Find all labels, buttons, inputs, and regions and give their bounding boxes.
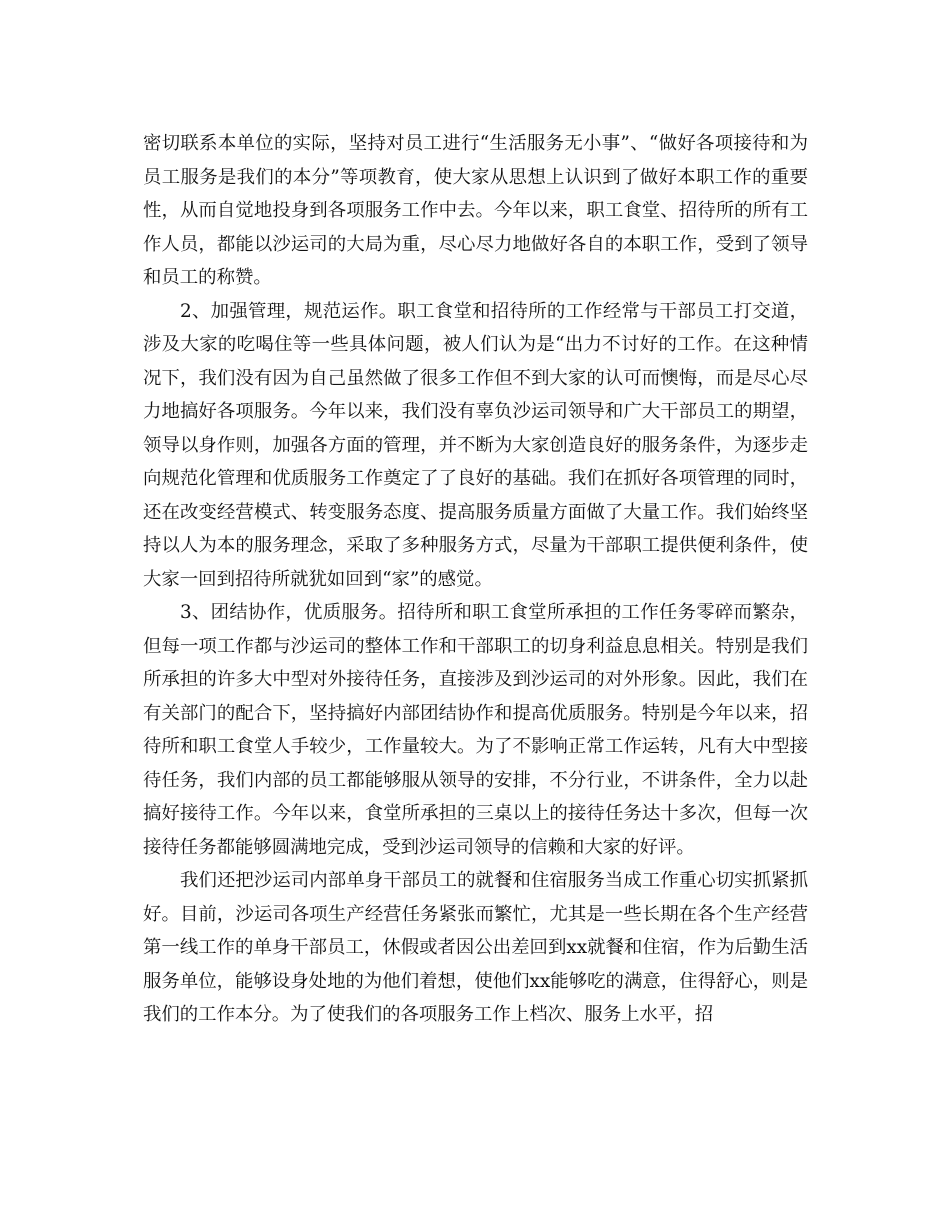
paragraph-3: 3、团结协作，优质服务。招待所和职工食堂所承担的工作任务零碎而繁杂，但每一项工作都与沙运司的整体工作和干部职工的切身利益息息相关。特别是我们所承担的许多大中型对外接待任务，直接涉及到沙运司的对外形象。因此，我们在有关部门的配合下，坚持搞好内部团结协作和提高优质服务。特别是今年以来，招待所和职工食堂人手较少，工作量较大。为了不影响正常工作运转，凡有大中型接待任务，我们内部的员工都能够服从领导的安排，不分行业，不讲条件，全力以赴搞好接待工作。今年以来，食堂所承担的三桌以上的接待任务达十多次，但每一次接待任务都能够圆满地完成，受到沙运司领导的信赖和大家的好评。	[143, 602, 808, 858]
document-body	[143, 127, 808, 1032]
paragraph-2: 2、加强管理，规范运作。职工食堂和招待所的工作经常与干部员工打交道，涉及大家的吃喝住等一些具体问题，被人们认为是“出力不讨好的工作。在这种情况下，我们没有因为自己虽然做了很多工作但不到大家的认可而懊悔，而是尽心尽力地搞好各项服务。今年以来，我们没有辜负沙运司领导和广大干部员工的期望，领导以身作则，加强各方面的管理，并不断为大家创造良好的服务条件，为逐步走向规范化管理和优质服务工作奠定了了良好的基础。我们在抓好各项管理的同时，还在改变经营模式、转变服务态度、提高服务质量方面做了大量工作。我们始终坚持以人为本的服务理念，采取了多种服务方式，尽量为干部职工提供便利条件，使大家一回到招待所就犹如回到“家”的感觉。	[143, 300, 808, 590]
paragraph-4: 我们还把沙运司内部单身干部员工的就餐和住宿服务当成工作重心切实抓紧抓好。目前，沙运司各项生产经营任务紧张而繁忙，尤其是一些长期在各个生产经营第一线工作的单身干部员工，休假或者因公出差回到xx就餐和住宿，作为后勤生活服务单位，能够设身处地的为他们着想，使他们xx能够吃的满意，住得舒心，则是我们的工作本分。为了使我们的各项服务工作上档次、服务上水平，招	[143, 870, 808, 1025]
paragraph-1: 密切联系本单位的实际，坚持对员工进行“生活服务无小事”、“做好各项接待和为员工服务是我们的本分”等项教育，使大家从思想上认识到了做好本职工作的重要性，从而自觉地投身到各项服务工作中去。今年以来，职工食堂、招待所的所有工作人员，都能以沙运司的大局为重，尽心尽力地做好各自的本职工作，受到了领导和员工的称赞。	[143, 133, 808, 288]
